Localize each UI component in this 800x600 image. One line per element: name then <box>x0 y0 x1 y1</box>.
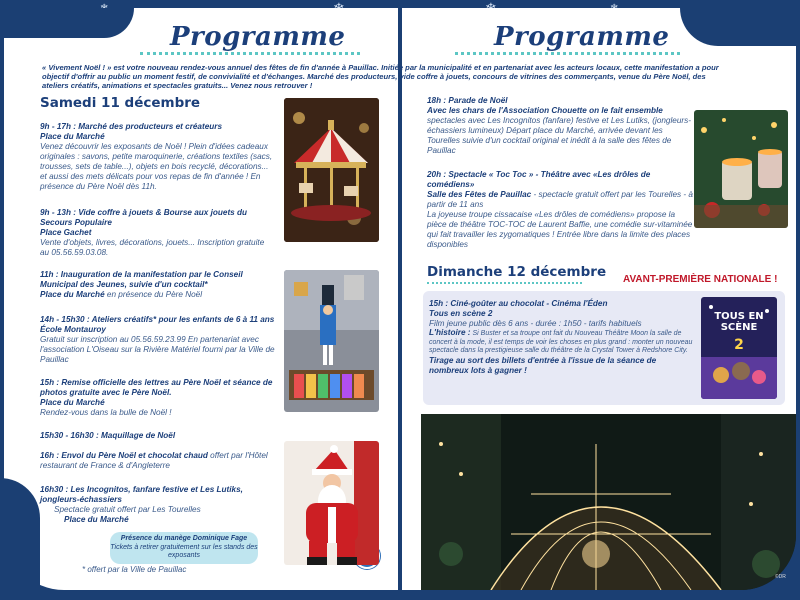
page-title-left: Programme <box>170 22 346 52</box>
event-cinema: 15h : Ciné-goûter au chocolat - Cinéma l'Éden Tous en scène 2 Film jeune public dès 6 ans - durée : 1h50 - tarifs habituels L'histoire : Si Buster et sa troupe ont fait du Nouveau Théâtre Moon la salle de concert à la mode, il est temps de voir les choses en plus grand : monter un nouveau spectacle dans la prestigieuse salle du théâtre de la Crystal Tower à Redshore City. Tirage au sort des billets d'entrée à l'issue de la séance de nombreux lots à gagner ! <box>429 299 693 375</box>
poster-number: 2 <box>734 337 744 353</box>
event-lettres: 15h : Remise officielle des lettres au Père Noël et séance de photos gratuite avec le Père Noël. Place du Marché Rendez-vous dans la bulle de Noël ! <box>40 378 273 417</box>
page-title-right: Programme <box>494 22 670 52</box>
event-market: 9h - 17h : Marché des producteurs et créateurs Place du Marché Venez découvrir les exposants de Noël ! Plein d'idées cadeaux originales : savons, petite maroquinerie, créations textiles (sacs, trousses, sets de table...), objets en bois recyclé, décorations... et aussi des mets délicats pour vos repas de fin d'année ! En présence du Père Noël dès 11h. <box>40 122 273 191</box>
day-heading-saturday: Samedi 11 décembre <box>40 95 201 111</box>
event-incognitos: 16h30 : Les Incognitos, fanfare festive et Les Lutiks, jongleurs-échassiers Spectacle gratuit offert par Les Tourelles Place du Marché <box>40 485 243 524</box>
avant-premiere-label: AVANT-PREMIÈRE NATIONALE ! <box>623 274 778 285</box>
footnote: * offert par la Ville de Pauillac <box>82 565 187 574</box>
carousel-photo <box>284 98 379 242</box>
event-vide-coffre: 9h - 13h : Vide coffre à jouets & Bourse aux jouets du Secours Populaire Place Gachet Vente d'objets, livres, décorations, jouets... Inscription gratuite au 05.56.59.03.08. <box>40 208 265 257</box>
event-toc-toc: 20h : Spectacle « Toc Toc » - Théâtre avec «Les drôles de comédiens» Salle des Fêtes de Pauillac - spectacle gratuit offert par les Tourelles - à partir de 11 ans La joyeuse troupe cissacaise «Les drôles de comédiens» propose la pièce de théâtre TOC-TOC de Laurent Baffie, une comédie sur-vitaminée qui fait travailler les zygomatiques ! Entrée libre dans la limite des places disponibles <box>427 170 693 249</box>
day-heading-sunday: Dimanche 12 décembre <box>427 264 607 280</box>
photo-credit: ©DR <box>775 574 786 580</box>
event-parade: 18h : Parade de Noël Avec les chars de l'Association Chouette on le fait ensemble spectacles avec Les Incognitos (fanfare) festive et Les Lutiks, (jongleurs-échassiers lumineux) Départ place du Marché, arrivée devant les Tourelles suivie d'un cocktail original et inédit à la salle des fêtes de Pauillac <box>427 96 691 155</box>
santa-photo <box>284 441 379 565</box>
poster-title: TOUS EN SCÈNE <box>714 311 764 333</box>
nutcracker-photo <box>284 270 379 412</box>
event-ateliers: 14h - 15h30 : Ateliers créatifs* pour les enfants de 6 à 11 ans École Montauroy Gratuit sur inscription au 05.56.59.23.99 En partenariat avec l'association L'Oiseau sur la Rivière Matériel fourni par la Ville de Pauillac <box>40 315 275 364</box>
event-maquillage: 15h30 - 16h30 : Maquillage de Noël <box>40 431 176 440</box>
left-bottom-curve <box>0 478 40 598</box>
left-header-curve <box>4 8 134 38</box>
cinema-box <box>423 291 785 405</box>
title-dots-left <box>140 52 360 56</box>
intro-paragraph: « Vivement Noël ! » est votre nouveau rendez-vous annuel des fêtes de fin d'année à Pauillac. Initiée par la municipalité et en partenariat avec les acteurs locaux, cette manifestation a pour objectif d'offrir au public un moment festif, de convivialité et d'échanges. Marché des producteurs, vide coffre à jouets, concours de vitrines des commerçants, venue du Père Noël, des ateliers créatifs, animations et spectacles gratuits... Venez nous retrouver ! <box>42 63 719 90</box>
right-header-curve <box>680 8 796 46</box>
manege-box: Présence du manège Dominique Fage Tickets à retirer gratuitement sur les stands des exposants <box>110 532 258 564</box>
candles-photo <box>694 110 788 228</box>
title-dots-right <box>455 52 680 56</box>
illuminated-dome-photo <box>421 414 796 590</box>
day-underline-dots <box>427 282 582 286</box>
movie-poster <box>701 297 777 399</box>
event-envol: 16h : Envol du Père Noël et chocolat chaud offert par l'Hôtel restaurant de France & d'Angleterre <box>40 451 268 470</box>
event-inauguration: 11h : Inauguration de la manifestation par le Conseil Municipal des Jeunes, suivie d'un cocktail* Place du Marché en présence du Père Noël <box>40 270 243 299</box>
